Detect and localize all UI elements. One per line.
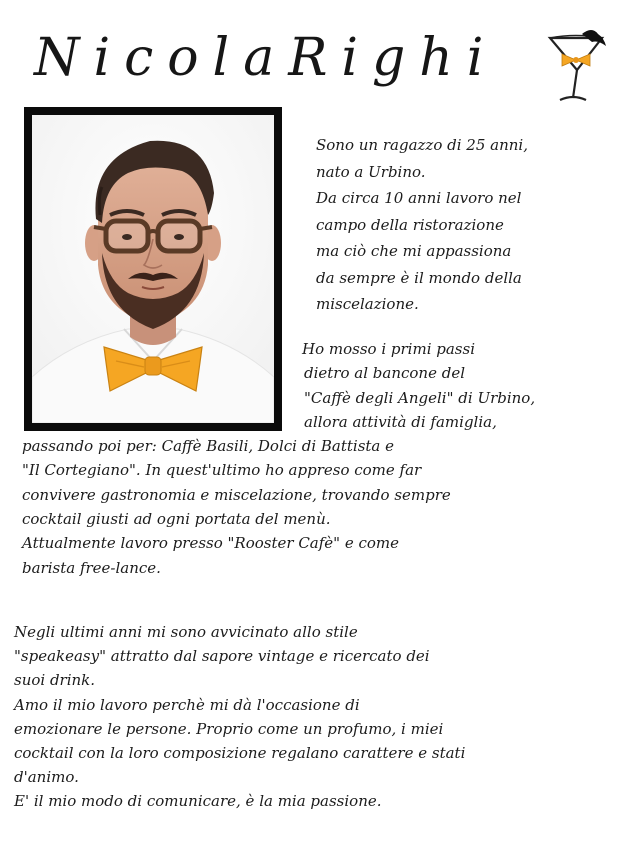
- career-line: convivere gastronomia e miscelazione, trovando sempre: [22, 485, 451, 504]
- career-line: passando poi per: Caffè Basili, Dolci di Battista e: [22, 437, 395, 456]
- passion-line: Negli ultimi anni mi sono avvicinato allo stile: [14, 623, 358, 641]
- passion-line: Amo il mio lavoro perchè mi dà l'occasione di: [14, 695, 360, 714]
- intro-line: ma ciò che mi appassiona: [316, 242, 512, 260]
- passion-line: d'animo.: [14, 768, 79, 787]
- intro-line: da sempre è il mondo della: [316, 268, 522, 287]
- passion-line: cocktail con la loro composizione regalano carattere e stati: [14, 744, 466, 763]
- career-paragraph: [22, 337, 535, 580]
- passion-line: suoi drink.: [14, 671, 96, 690]
- career-line: Ho mosso i primi passi: [302, 340, 475, 358]
- passion-line: "speakeasy" attratto dal sapore vintage e ricercato dei: [14, 647, 430, 666]
- career-line: allora attività di famiglia,: [304, 412, 497, 431]
- career-line: Attualmente lavoro presso "Rooster Cafè" e come: [22, 534, 400, 553]
- martini-glass-bow-tie-icon: [546, 28, 608, 104]
- passion-line: emozionare le persone. Proprio come un profumo, i miei: [14, 719, 444, 738]
- career-line: "Il Cortegiano". In quest'ultimo ho appreso come far: [22, 461, 422, 480]
- career-line: cocktail giusti ad ogni portata del menù.: [22, 510, 331, 529]
- career-line: "Caffè degli Angeli" di Urbino,: [304, 388, 536, 407]
- intro-paragraph: [316, 132, 528, 318]
- career-line: barista free-lance.: [22, 558, 161, 577]
- intro-line: nato a Urbino.: [316, 162, 426, 181]
- intro-line: miscelazione.: [316, 295, 419, 313]
- career-line: dietro al bancone del: [304, 364, 466, 383]
- passion-paragraph: [14, 620, 465, 814]
- intro-line: campo della ristorazione: [316, 215, 504, 234]
- passion-line: E' il mio modo di comunicare, è la mia passione.: [14, 792, 382, 811]
- page-title: NicolaRighi: [34, 28, 498, 88]
- intro-line: Da circa 10 anni lavoro nel: [316, 189, 522, 207]
- intro-line: Sono un ragazzo di 25 anni,: [316, 136, 528, 154]
